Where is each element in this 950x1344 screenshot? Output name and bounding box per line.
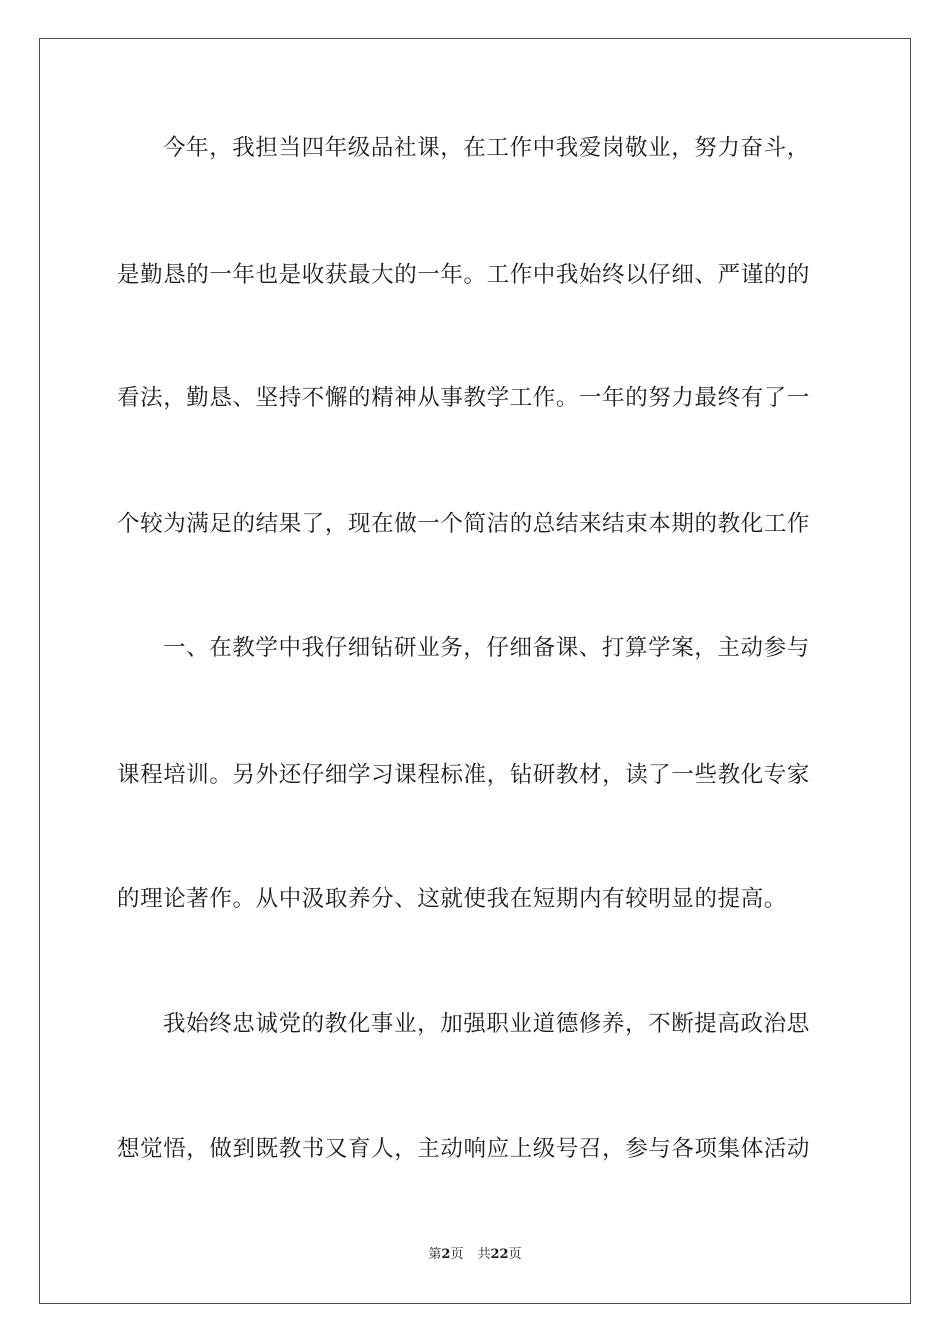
paragraph-line: 今年，我担当四年级品社课，在工作中我爱岗敬业，努力奋斗， xyxy=(163,135,810,161)
paragraph-line: 个较为满足的结果了，现在做一个简洁的总结来结束本期的教化工作 xyxy=(117,511,811,537)
paragraph-line: 的理论著作。从中汲取养分、这就使我在短期内有较明显的提高。 xyxy=(117,886,787,912)
page-prefix: 第 xyxy=(428,1247,442,1262)
total-pages: 22 xyxy=(490,1247,509,1262)
paragraph-line: 看法，勤恳、坚持不懈的精神从事教学工作。一年的努力最终有了一 xyxy=(117,385,811,411)
total-prefix: 共 xyxy=(477,1247,491,1262)
paragraph-line: 我始终忠诚党的教化事业，加强职业道德修养，不断提高政治思 xyxy=(163,1011,810,1037)
paragraph-line: 是勤恳的一年也是收获最大的一年。工作中我始终以仔细、严谨的的 xyxy=(117,262,811,288)
total-suffix: 页 xyxy=(508,1247,522,1262)
paragraph-line: 课程培训。另外还仔细学习课程标准，钻研教材，读了一些教化专家 xyxy=(117,762,811,788)
page-suffix: 页 xyxy=(450,1247,464,1262)
paragraph-line: 一、在教学中我仔细钻研业务，仔细备课、打算学案，主动参与 xyxy=(163,635,810,661)
paragraph-line: 想觉悟，做到既教书又育人，主动响应上级号召，参与各项集体活动 xyxy=(117,1136,811,1162)
page-number: 2 xyxy=(441,1247,451,1262)
page-footer xyxy=(0,1246,950,1264)
page-border xyxy=(39,38,911,1304)
